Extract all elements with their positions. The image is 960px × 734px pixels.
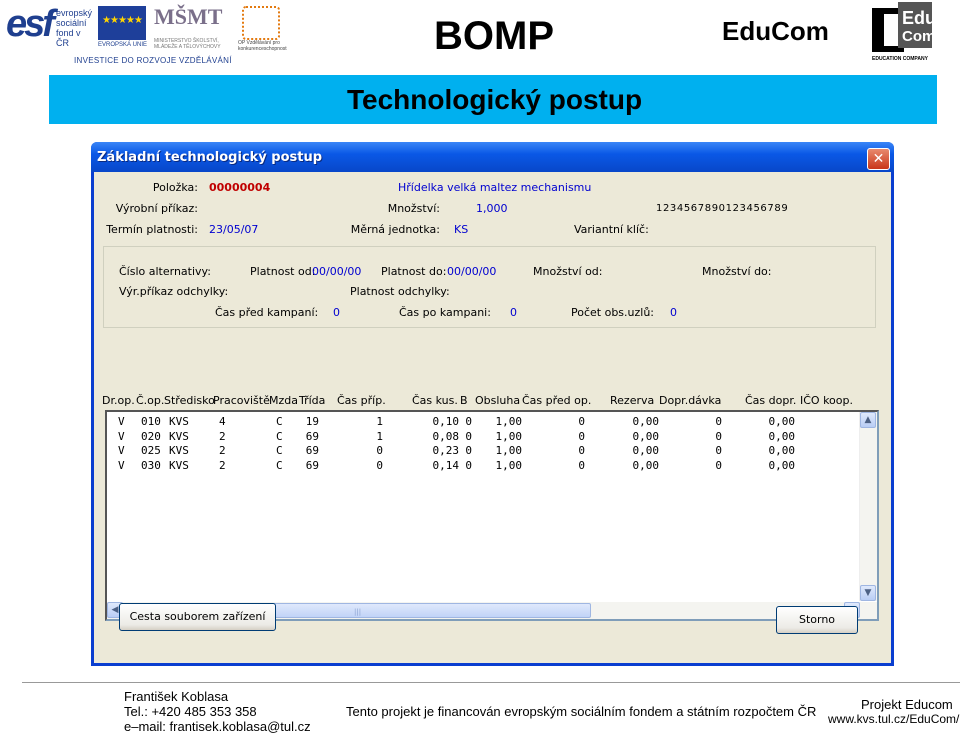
pocet-uzlu-value: 0 [670,306,677,319]
col-header-dopr-davka[interactable]: Dopr.dávka [659,394,722,407]
table-row[interactable] [107,459,847,473]
col-header-b[interactable]: B [460,394,468,407]
msmt-text: MINISTERSTVO ŠKOLSTVÍ, MLÁDEŽE A TĚLOVÝCHOVY [154,38,221,50]
table-cell-kus: 0,10 [432,415,459,428]
op-logo-icon [242,6,280,40]
footer-tel: Tel.: +420 485 353 358 [124,704,257,719]
scroll-left-icon[interactable]: ◀ [107,602,123,618]
mnozstvi-od-label: Množství od: [533,265,603,278]
table-cell-trida: 69 [305,458,319,472]
mnozstvi-value: 1,000 [476,202,508,215]
table-cell-kus: 0,14 [432,458,459,472]
table-cell-prip: 0 [376,444,383,457]
col-header-cas-dopr[interactable]: Čas dopr. [745,394,797,407]
esf-text [56,8,96,48]
educom-logo-top: Edu [902,8,936,28]
table-cell-prac: 2 [219,458,226,472]
table-cell-obs: 1,00 [495,429,522,443]
table-cell-str: KVS [169,429,189,443]
col-header-cas-kus[interactable]: Čas kus. [412,394,458,407]
table-cell-trida: 19 [305,415,319,428]
col-header-obsluha[interactable]: Obsluha [475,394,521,407]
table-cell-dopr: 0,00 [768,429,795,443]
scroll-up-icon[interactable]: ▲ [860,412,876,428]
col-header-mzda[interactable]: Mzda [269,394,298,407]
dialog-client [94,172,891,663]
mnozstvi-do-label: Množství do: [702,265,772,278]
grip-icon: ||| [354,608,362,616]
table-cell-trida: 69 [305,429,319,443]
table-cell-prip: 1 [376,429,383,443]
col-header-trida[interactable]: Třída [299,394,326,407]
vyrobni-prikaz-label: Výrobní příkaz: [115,202,198,215]
table-cell-pred: 0 [578,415,585,428]
footer-divider [22,682,960,683]
table-cell-kus: 0,08 [432,429,459,443]
table-cell-mzda: C [276,429,283,443]
window-titlebar[interactable] [91,142,894,172]
footer-mail: e–mail: frantisek.koblasa@tul.cz [124,719,311,734]
cesta-souborem-button[interactable]: Cesta souborem zařízení [119,603,276,631]
pocet-uzlu-label: Počet obs.uzlů: [571,306,655,319]
variantni-label: Variantní klíč: [574,223,649,236]
polozka-value: 00000004 [209,181,271,194]
window-title: Základní technologický postup [97,150,323,165]
table-cell-cop: 030 [141,458,161,472]
polozka-description: Hřídelka velká maltez mechanismu [398,181,592,194]
table-cell-obs: 1,00 [495,444,522,457]
table-row[interactable] [107,430,847,444]
table-cell-dopr: 0,00 [768,444,795,457]
table-cell-obs: 1,00 [495,415,522,428]
table-cell-dopr: 0,00 [768,458,795,472]
kod-value: 1234567890123456789 [656,203,789,214]
table-cell-prip: 0 [376,458,383,472]
scroll-down-icon[interactable]: ▼ [860,585,876,601]
table-cell-pred: 0 [578,458,585,472]
table-cell-davka: 0 [715,458,722,472]
invest-text: INVESTICE DO ROZVOJE VZDĚLÁVÁNÍ [74,56,232,65]
merna-label: Měrná jednotka: [350,223,440,236]
table-cell-pred: 0 [578,429,585,443]
footer-web: www.kvs.tul.cz/EduCom/ [828,712,960,726]
table-cell-prac: 2 [219,429,226,443]
dialog-window [91,142,894,666]
table-cell-mzda: C [276,444,283,457]
col-header-c-op[interactable]: Č.op. [136,394,165,407]
table-cell-b: 0 [465,458,472,472]
table-cell-prac: 2 [219,444,226,457]
esf-logo: esf [6,3,52,45]
table-cell-dopr: 0,00 [768,415,795,428]
table-cell-dr: V [118,415,125,428]
table-cell-pred: 0 [578,444,585,457]
polozka-label: Položka: [152,181,198,194]
op-text: OP Vzdělávání pro konkurenceschopnost [238,40,287,52]
table-cell-rez: 0,00 [632,444,659,457]
table-cell-davka: 0 [715,444,722,457]
footer-name: František Koblasa [124,689,229,704]
merna-value: KS [454,223,469,236]
platnost-od-label: Platnost od: [250,265,316,278]
table-row[interactable] [107,415,847,429]
slide-title-bar [49,75,937,124]
storno-button[interactable]: Storno [776,606,858,634]
table-cell-rez: 0,00 [632,429,659,443]
eu-flag-icon: ★★★★★ [98,6,146,40]
alternative-group [103,246,876,328]
table-cell-obs: 1,00 [495,458,522,472]
table-cell-dr: V [118,458,125,472]
table-cell-trida: 69 [305,444,319,457]
table-cell-str: KVS [169,444,189,457]
cislo-alt-label: Číslo alternativy: [119,265,211,278]
cas-po-kampani-value: 0 [510,306,517,319]
table-cell-b: 0 [465,444,472,457]
col-header-dr-op[interactable]: Dr.op. [102,394,135,407]
table-cell-mzda: C [276,415,283,428]
table-cell-prip: 1 [376,415,383,428]
cas-pred-kampani-value: 0 [333,306,340,319]
col-header-stredisko[interactable]: Středisko [164,394,215,407]
col-header-cas-pred-op[interactable]: Čas před op. [522,394,592,407]
vertical-scrollbar[interactable] [859,412,877,601]
educom-logo [872,2,936,56]
header-brand: EduCom [722,16,829,46]
table-cell-davka: 0 [715,415,722,428]
educom-logo-bottom: Com [902,28,936,45]
platnost-do-label: Platnost do: [381,265,447,278]
table-cell-dr: V [118,429,125,443]
col-header-pracoviste[interactable]: Pracoviště [213,394,270,407]
cas-po-kampani-label: Čas po kampani: [399,306,491,319]
termin-label: Termín platnosti: [106,223,198,236]
esf-text-label: evropský sociální fond v ČR [56,8,93,48]
platnost-do-value: 00/00/00 [447,265,497,278]
footer-project: Projekt Educom [861,697,953,712]
table-cell-prac: 4 [219,415,226,428]
platnost-odchylky-label: Platnost odchylky: [350,285,450,298]
table-cell-cop: 010 [141,415,161,428]
col-header-cas-prip[interactable]: Čas příp. [337,394,386,407]
table-row[interactable] [107,444,847,458]
platnost-od-value: 00/00/00 [312,265,362,278]
slide-title: Technologický postup [347,84,643,115]
eu-text: EVROPSKÁ UNIE [98,42,148,48]
table-cell-str: KVS [169,415,189,428]
col-header-ico-koop[interactable]: IČO koop. [800,394,853,407]
table-cell-davka: 0 [715,429,722,443]
mnozstvi-label: Množství: [387,202,440,215]
table-cell-mzda: C [276,458,283,472]
col-header-rezerva[interactable]: Rezerva [610,394,655,407]
table-cell-b: 0 [465,415,472,428]
table-cell-cop: 020 [141,429,161,443]
operations-list[interactable] [105,410,879,621]
table-cell-str: KVS [169,458,189,472]
close-icon[interactable]: ✕ [867,148,890,170]
table-cell-rez: 0,00 [632,415,659,428]
table-cell-b: 0 [465,429,472,443]
table-cell-dr: V [118,444,125,457]
table-cell-cop: 025 [141,444,161,457]
table-cell-rez: 0,00 [632,458,659,472]
table-cell-kus: 0,23 [432,444,459,457]
cas-pred-kampani-label: Čas před kampaní: [215,306,319,319]
termin-value: 23/05/07 [209,223,259,236]
logos-strip [6,4,306,66]
footer-funding: Tento projekt je financován evropským sociálním fondem a státním rozpočtem ČR [346,704,817,719]
educom-logo-caption: EDUCATION COMPANY [872,56,928,62]
vyr-prikaz-odchylky-label: Výr.příkaz odchylky: [119,285,229,298]
msmt-logo: MŠMT [154,4,223,29]
header-center-title: BOMP [434,14,554,58]
